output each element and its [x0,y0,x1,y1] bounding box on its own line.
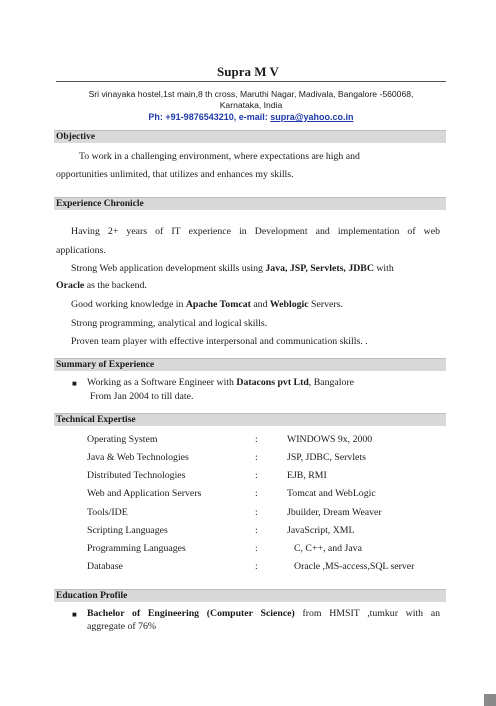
bullet-icon: ■ [72,379,77,388]
objective-line-1: To work in a challenging environment, where expectations are high and [79,151,360,162]
bullet-icon: ■ [72,610,77,619]
candidate-name: Supra M V [217,64,279,79]
tech-row: Tools/IDE : Jbuilder, Dream Weaver [87,507,382,518]
experience-p3: Good working knowledge in Apache Tomcat and Weblogic Servers. [71,299,343,310]
education-line-2: aggregate of 76% [87,621,157,632]
experience-heading: Experience Chronicle [54,197,446,210]
tech-row: Java & Web Technologies : JSP, JDBC, Servlets [87,452,366,463]
address-line-1: Sri vinayaka hostel,1st main,8 th cross, Maruthi Nagar, Madivala, Bangalore -560068, [88,89,414,99]
summary-line-1: Working as a Software Engineer with Datacons pvt Ltd, Bangalore [87,377,354,388]
education-line-1: Bachelor of Engineering (Computer Science) from HMSIT ,tumkur with an [87,608,440,619]
experience-p4: Strong programming, analytical and logical skills. [71,318,268,329]
summary-heading: Summary of Experience [54,358,446,371]
experience-p2-line-1: Strong Web application development skills using Java, JSP, Servlets, JDBC with [71,263,394,274]
experience-p5: Proven team player with effective interpersonal and communication skills. . [71,336,368,347]
experience-p2-line-2: Oracle as the backend. [56,280,147,291]
tech-row: Operating System : WINDOWS 9x, 2000 [87,434,373,445]
education-heading: Education Profile [54,589,446,602]
email-link[interactable]: supra@yahoo.co.in [270,112,354,122]
summary-line-2: From Jan 2004 to till date. [90,391,194,402]
objective-heading: Objective [54,130,446,143]
header-divider [56,81,446,82]
tech-row: Scripting Languages : JavaScript, XML [87,525,355,536]
tech-row: Web and Application Servers : Tomcat and WebLogic [87,488,376,499]
tech-row: Distributed Technologies : EJB, RMI [87,470,327,481]
contact-line [56,112,446,122]
objective-line-2: opportunities unlimited, that utilizes and enhances my skills. [56,169,294,180]
tech-row: Database : Oracle ,MS-access,SQL server [87,561,415,572]
page-corner-marker [484,694,496,706]
phone-text: Ph: +91-9876543210, e-mail: [148,112,268,122]
experience-p1-line-1: Having 2+ years of IT experience in Development and implementation of web [71,226,440,237]
technical-heading: Technical Expertise [54,413,446,426]
address-line-2: Karnataka, India [219,100,283,110]
experience-p1-line-2: applications. [56,245,106,256]
tech-row: Programming Languages : C, C++, and Java [87,543,362,554]
